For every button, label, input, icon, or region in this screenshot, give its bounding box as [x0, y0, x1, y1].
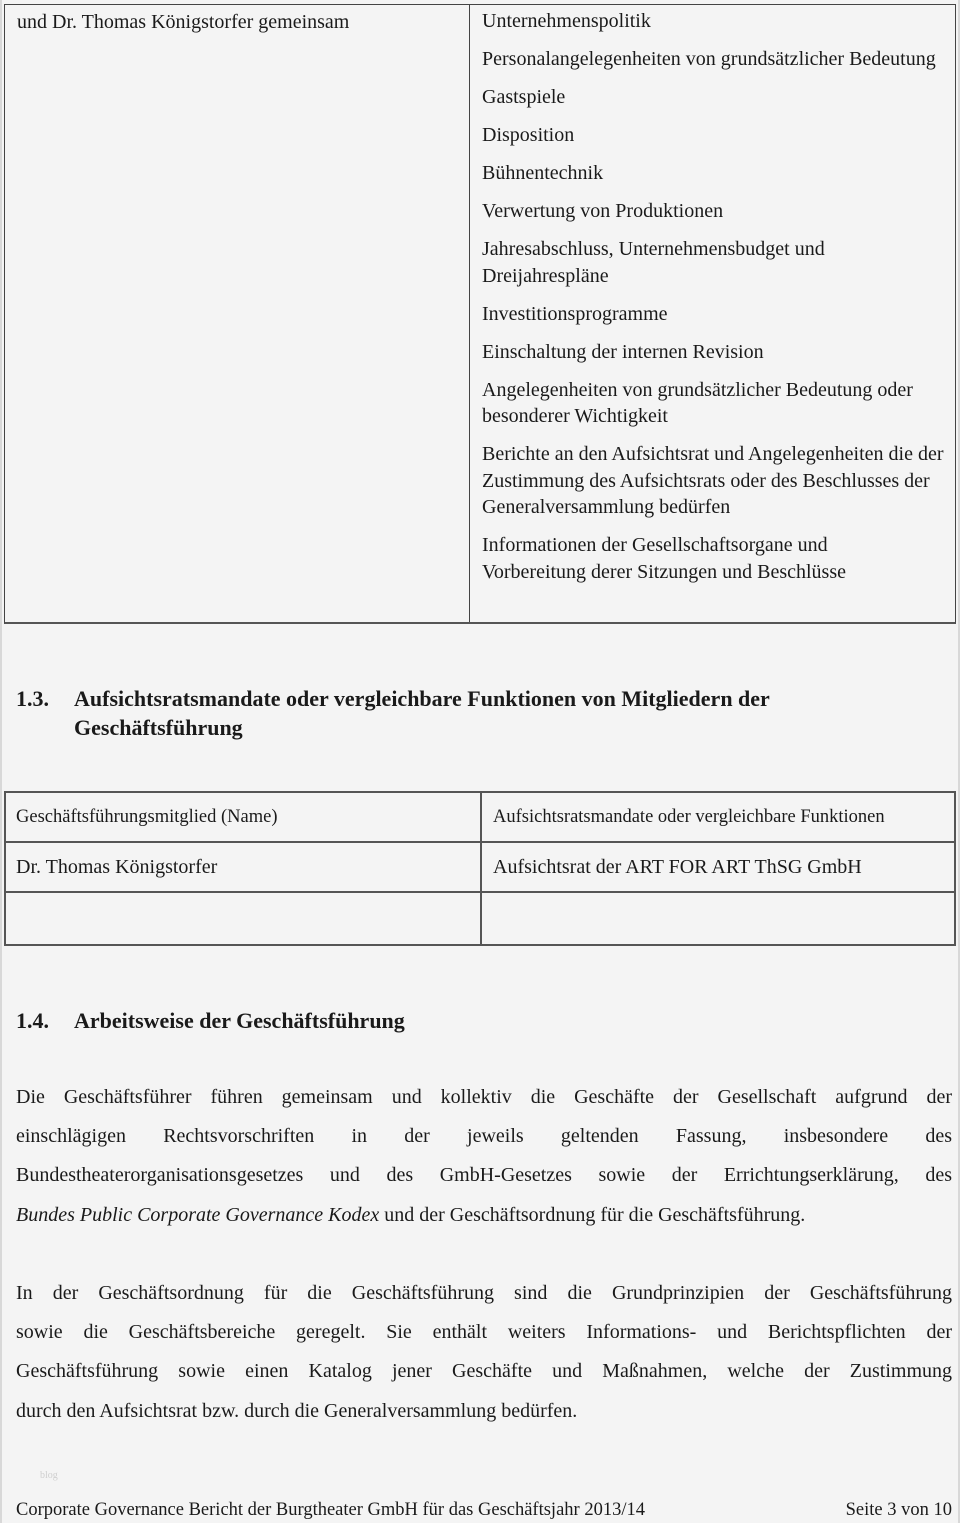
paragraph-line: Geschäftsführung sowie einen Katalog jener Geschäfte und Maßnahmen, welche der Zustimmung — [16, 1360, 952, 1383]
column-header: Aufsichtsratsmandate oder vergleichbare Funktionen — [493, 806, 885, 827]
section-title: Aufsichtsratsmandate oder vergleichbare Funktionen von Mitgliedern der Geschäftsführung — [74, 686, 770, 740]
mandate — [482, 893, 954, 944]
paragraph-working-method — [16, 1078, 952, 1235]
table-header-row — [6, 793, 954, 843]
table-cell-areas — [470, 5, 955, 622]
footer-title: Corporate Governance Bericht der Burgtheater GmbH für das Geschäftsjahr 2013/14 — [16, 1500, 645, 1520]
area-item: Disposition — [482, 124, 575, 146]
line-text: und der Geschäftsordnung für die Geschäftsführung. — [379, 1203, 806, 1226]
responsibilities-table — [4, 4, 956, 624]
mandates-table — [4, 791, 956, 946]
table-row — [6, 893, 954, 944]
watermark: blog — [40, 1470, 58, 1481]
area-item: Einschaltung der internen Revision — [482, 340, 764, 363]
member-name: Dr. Thomas Königstorfer — [6, 843, 482, 891]
paragraph-line: Bundestheaterorganisationsgesetzes und des GmbH-Gesetzes sowie der Errichtungserklärung, des — [16, 1164, 952, 1187]
column-header: Geschäftsführungsmitglied (Name) — [6, 793, 482, 841]
mandate: Aufsichtsrat der ART FOR ART ThSG GmbH — [493, 855, 862, 878]
table-row — [6, 843, 954, 893]
area-item: Unternehmenspolitik — [482, 10, 651, 32]
paragraph-line: einschlägigen Rechtsvorschriften in der jeweils geltenden Fassung, insbesondere des — [16, 1125, 952, 1148]
member-name — [6, 893, 482, 944]
section-heading-1-3 — [16, 684, 894, 742]
section-heading-1-4 — [16, 1006, 894, 1035]
responsible-text: und Dr. Thomas Königstorfer gemeinsam — [17, 11, 350, 33]
paragraph-line: Die Geschäftsführer führen gemeinsam und kollektiv die Geschäfte der Gesellschaft aufgrund der — [16, 1086, 952, 1108]
area-item: Bühnentechnik — [482, 162, 604, 184]
area-item: Jahresabschluss, Unternehmensbudget und Dreijahrespläne — [482, 238, 825, 287]
area-item: Berichte an den Aufsichtsrat und Angelegenheiten die der Zustimmung des Aufsichtsrats oder des Beschlusses der Generalversammlung bedürfen — [482, 443, 944, 518]
area-item: Investitionsprogramme — [482, 302, 668, 325]
page-number: Seite 3 von 10 — [845, 1500, 952, 1520]
table-cell-responsible — [5, 5, 470, 622]
area-item: Personalangelegenheiten von grundsätzlicher Bedeutung — [482, 48, 936, 70]
italic-reference: Bundes Public Corporate Governance Kodex — [16, 1203, 380, 1226]
paragraph-line — [16, 1196, 952, 1235]
area-item: Gastspiele — [482, 86, 566, 108]
area-item: Verwertung von Produktionen — [482, 200, 724, 222]
section-number: 1.3. — [16, 686, 49, 711]
section-number: 1.4. — [16, 1008, 49, 1033]
area-item: Angelegenheiten von grundsätzlicher Bedeutung oder besonderer Wichtigkeit — [482, 378, 913, 427]
paragraph-line: durch den Aufsichtsrat bzw. durch die Generalversammlung bedürfen. — [16, 1399, 578, 1422]
section-title: Arbeitsweise der Geschäftsführung — [74, 1008, 405, 1033]
area-item: Informationen der Gesellschaftsorgane und Vorbereitung derer Sitzungen und Beschlüsse — [482, 534, 846, 583]
paragraph-line: In der Geschäftsordnung für die Geschäftsführung sind die Grundprinzipien der Geschäftsführung — [16, 1282, 952, 1304]
paragraph-rules-of-procedure — [16, 1274, 952, 1431]
page-edge — [0, 0, 2, 1523]
paragraph-line: sowie die Geschäftsbereiche geregelt. Sie enthält weiters Informations- und Berichtspflichten der — [16, 1321, 952, 1344]
